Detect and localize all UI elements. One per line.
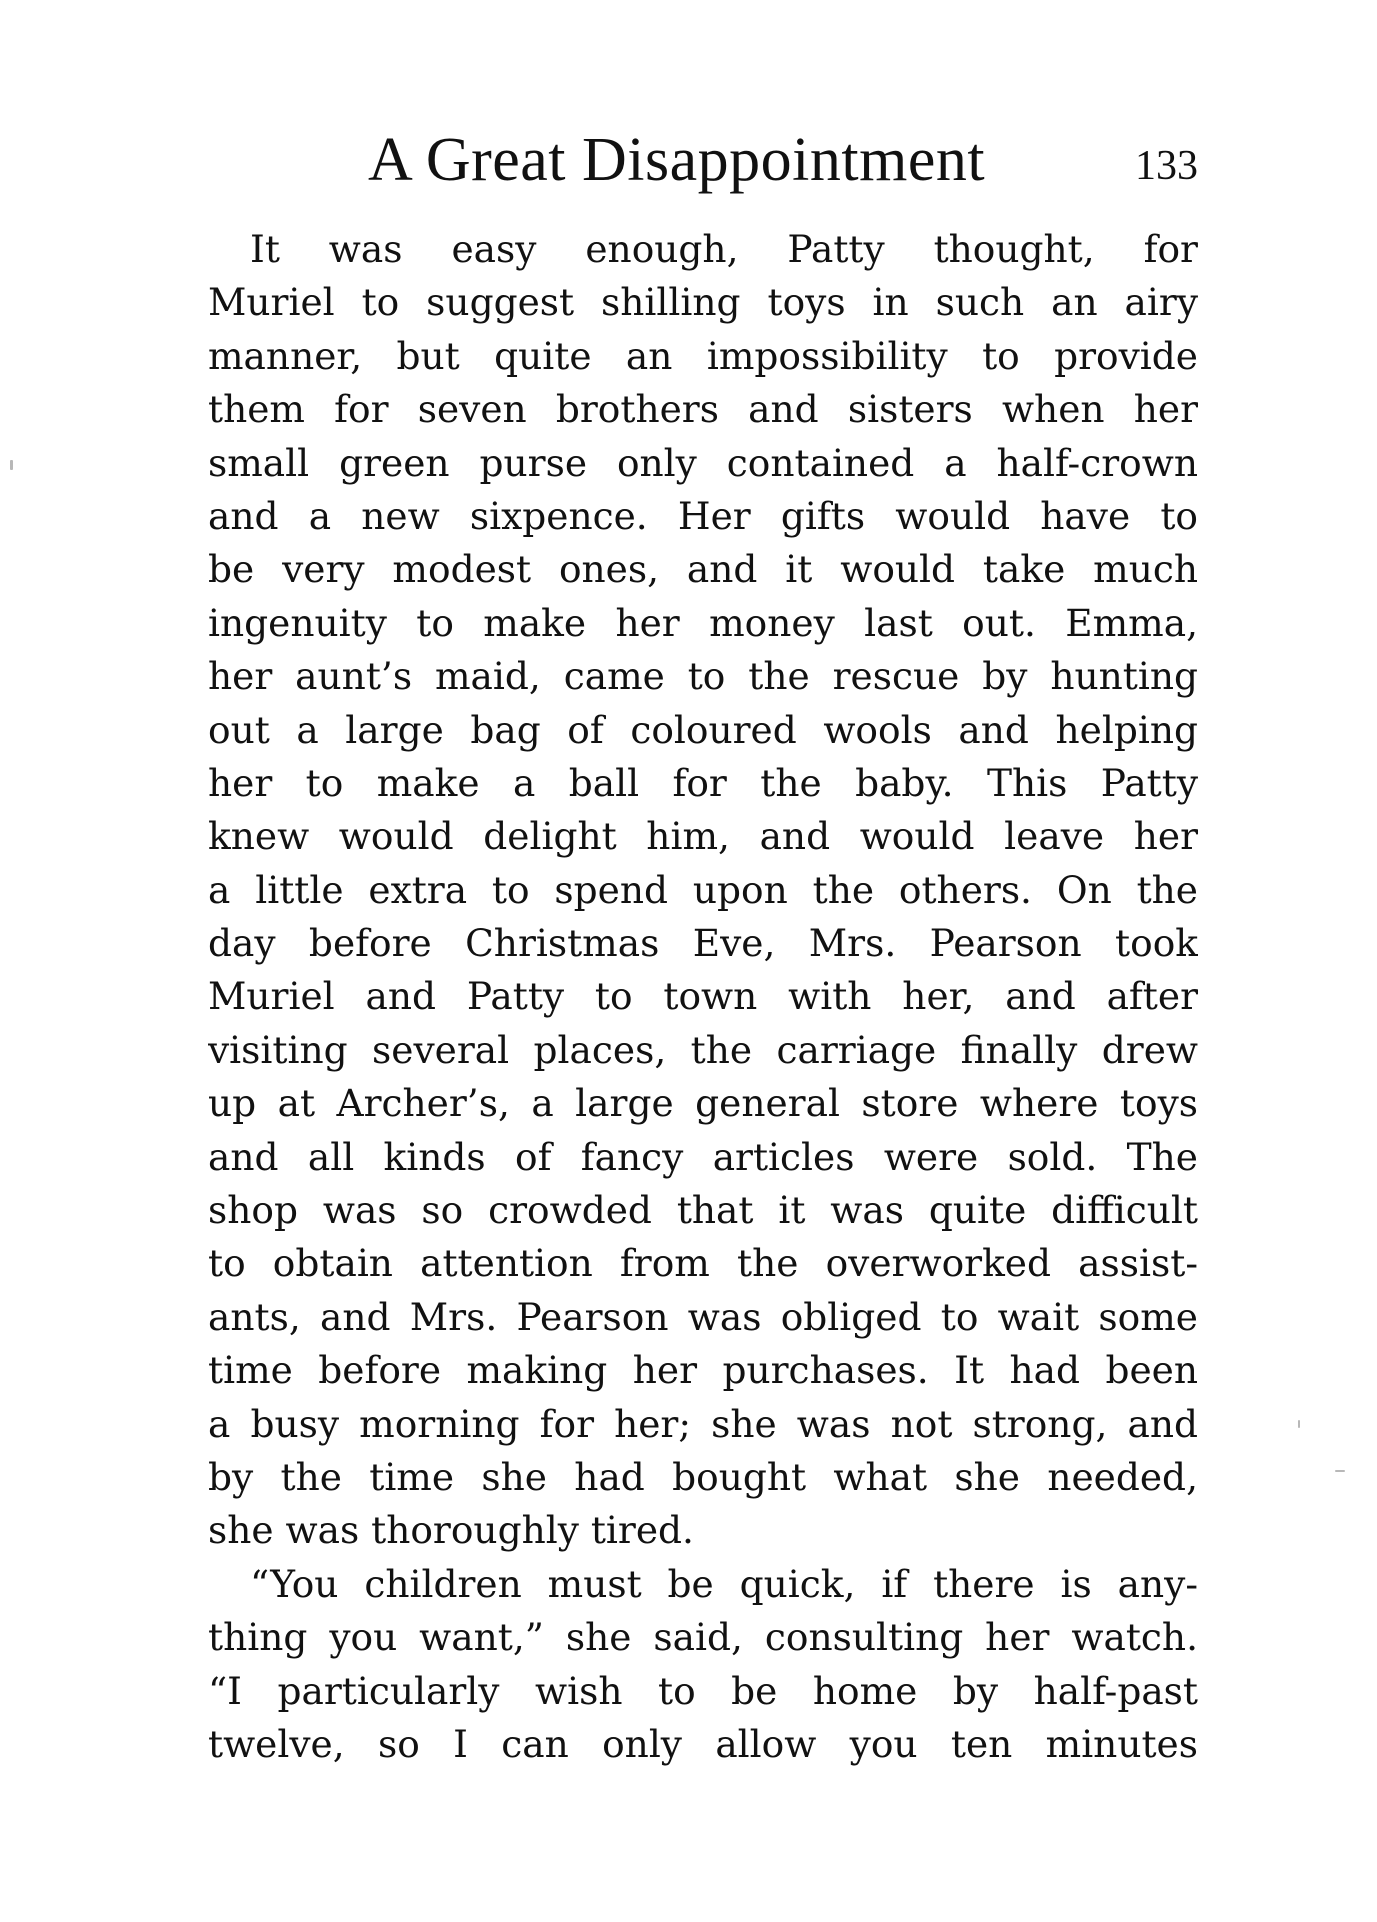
running-title: A Great Disappointment [368, 126, 986, 194]
text-line: shop was so crowded that it was quite difficult [208, 1188, 1198, 1233]
text-line: out a large bag of coloured wools and helping [208, 707, 1198, 752]
text-line: It was easy enough, Patty thought, for [250, 227, 1198, 271]
body-text [208, 223, 1198, 1771]
text-line: time before making her purchases. It had been [208, 1348, 1198, 1393]
text-line: visiting several places, the carriage finally drew [208, 1027, 1198, 1072]
page-number: 133 [1135, 143, 1198, 189]
paragraph [208, 223, 1198, 1558]
text-line: she was thoroughly tired. [208, 1508, 694, 1553]
text-line: and all kinds of fancy articles were sold. The [208, 1134, 1198, 1179]
text-line: knew would delight him, and would leave her [208, 814, 1198, 859]
text-line: Muriel and Patty to town with her, and after [208, 974, 1198, 1019]
text-line: small green purse only contained a half-crown [208, 440, 1198, 485]
text-line: her to make a ball for the baby. This Patty [208, 760, 1198, 805]
text-line: day before Christmas Eve, Mrs. Pearson took [208, 921, 1198, 966]
text-line: a busy morning for her; she was not strong, and [208, 1401, 1198, 1446]
text-line: twelve, so I can only allow you ten minutes [208, 1721, 1198, 1766]
text-line: by the time she had bought what she needed, [208, 1454, 1198, 1499]
text-line: up at Archer’s, a large general store where toys [208, 1081, 1198, 1126]
paragraph [208, 1558, 1198, 1772]
text-line: them for seven brothers and sisters when her [208, 387, 1198, 432]
text-line: a little extra to spend upon the others. On the [208, 867, 1198, 912]
text-line: manner, but quite an impossibility to provide [208, 333, 1198, 378]
text-line: “I particularly wish to be home by half-past [208, 1668, 1198, 1713]
scan-speck [1335, 1470, 1345, 1472]
scan-speck [10, 460, 13, 470]
text-line: thing you want,” she said, consulting her watch. [208, 1615, 1198, 1660]
text-line: to obtain attention from the overworked assist- [208, 1241, 1198, 1286]
text-line: “You children must be quick, if there is any- [250, 1561, 1198, 1606]
text-line: and a new sixpence. Her gifts would have to [208, 493, 1198, 538]
text-line: her aunt’s maid, came to the rescue by hunting [208, 654, 1198, 699]
scan-speck [1298, 1420, 1300, 1428]
text-line: ingenuity to make her money last out. Emma, [208, 600, 1198, 645]
text-line: Muriel to suggest shilling toys in such an airy [208, 280, 1198, 325]
text-line: ants, and Mrs. Pearson was obliged to wait some [208, 1294, 1198, 1339]
page-header [208, 120, 1198, 200]
text-line: be very modest ones, and it would take much [208, 547, 1198, 592]
